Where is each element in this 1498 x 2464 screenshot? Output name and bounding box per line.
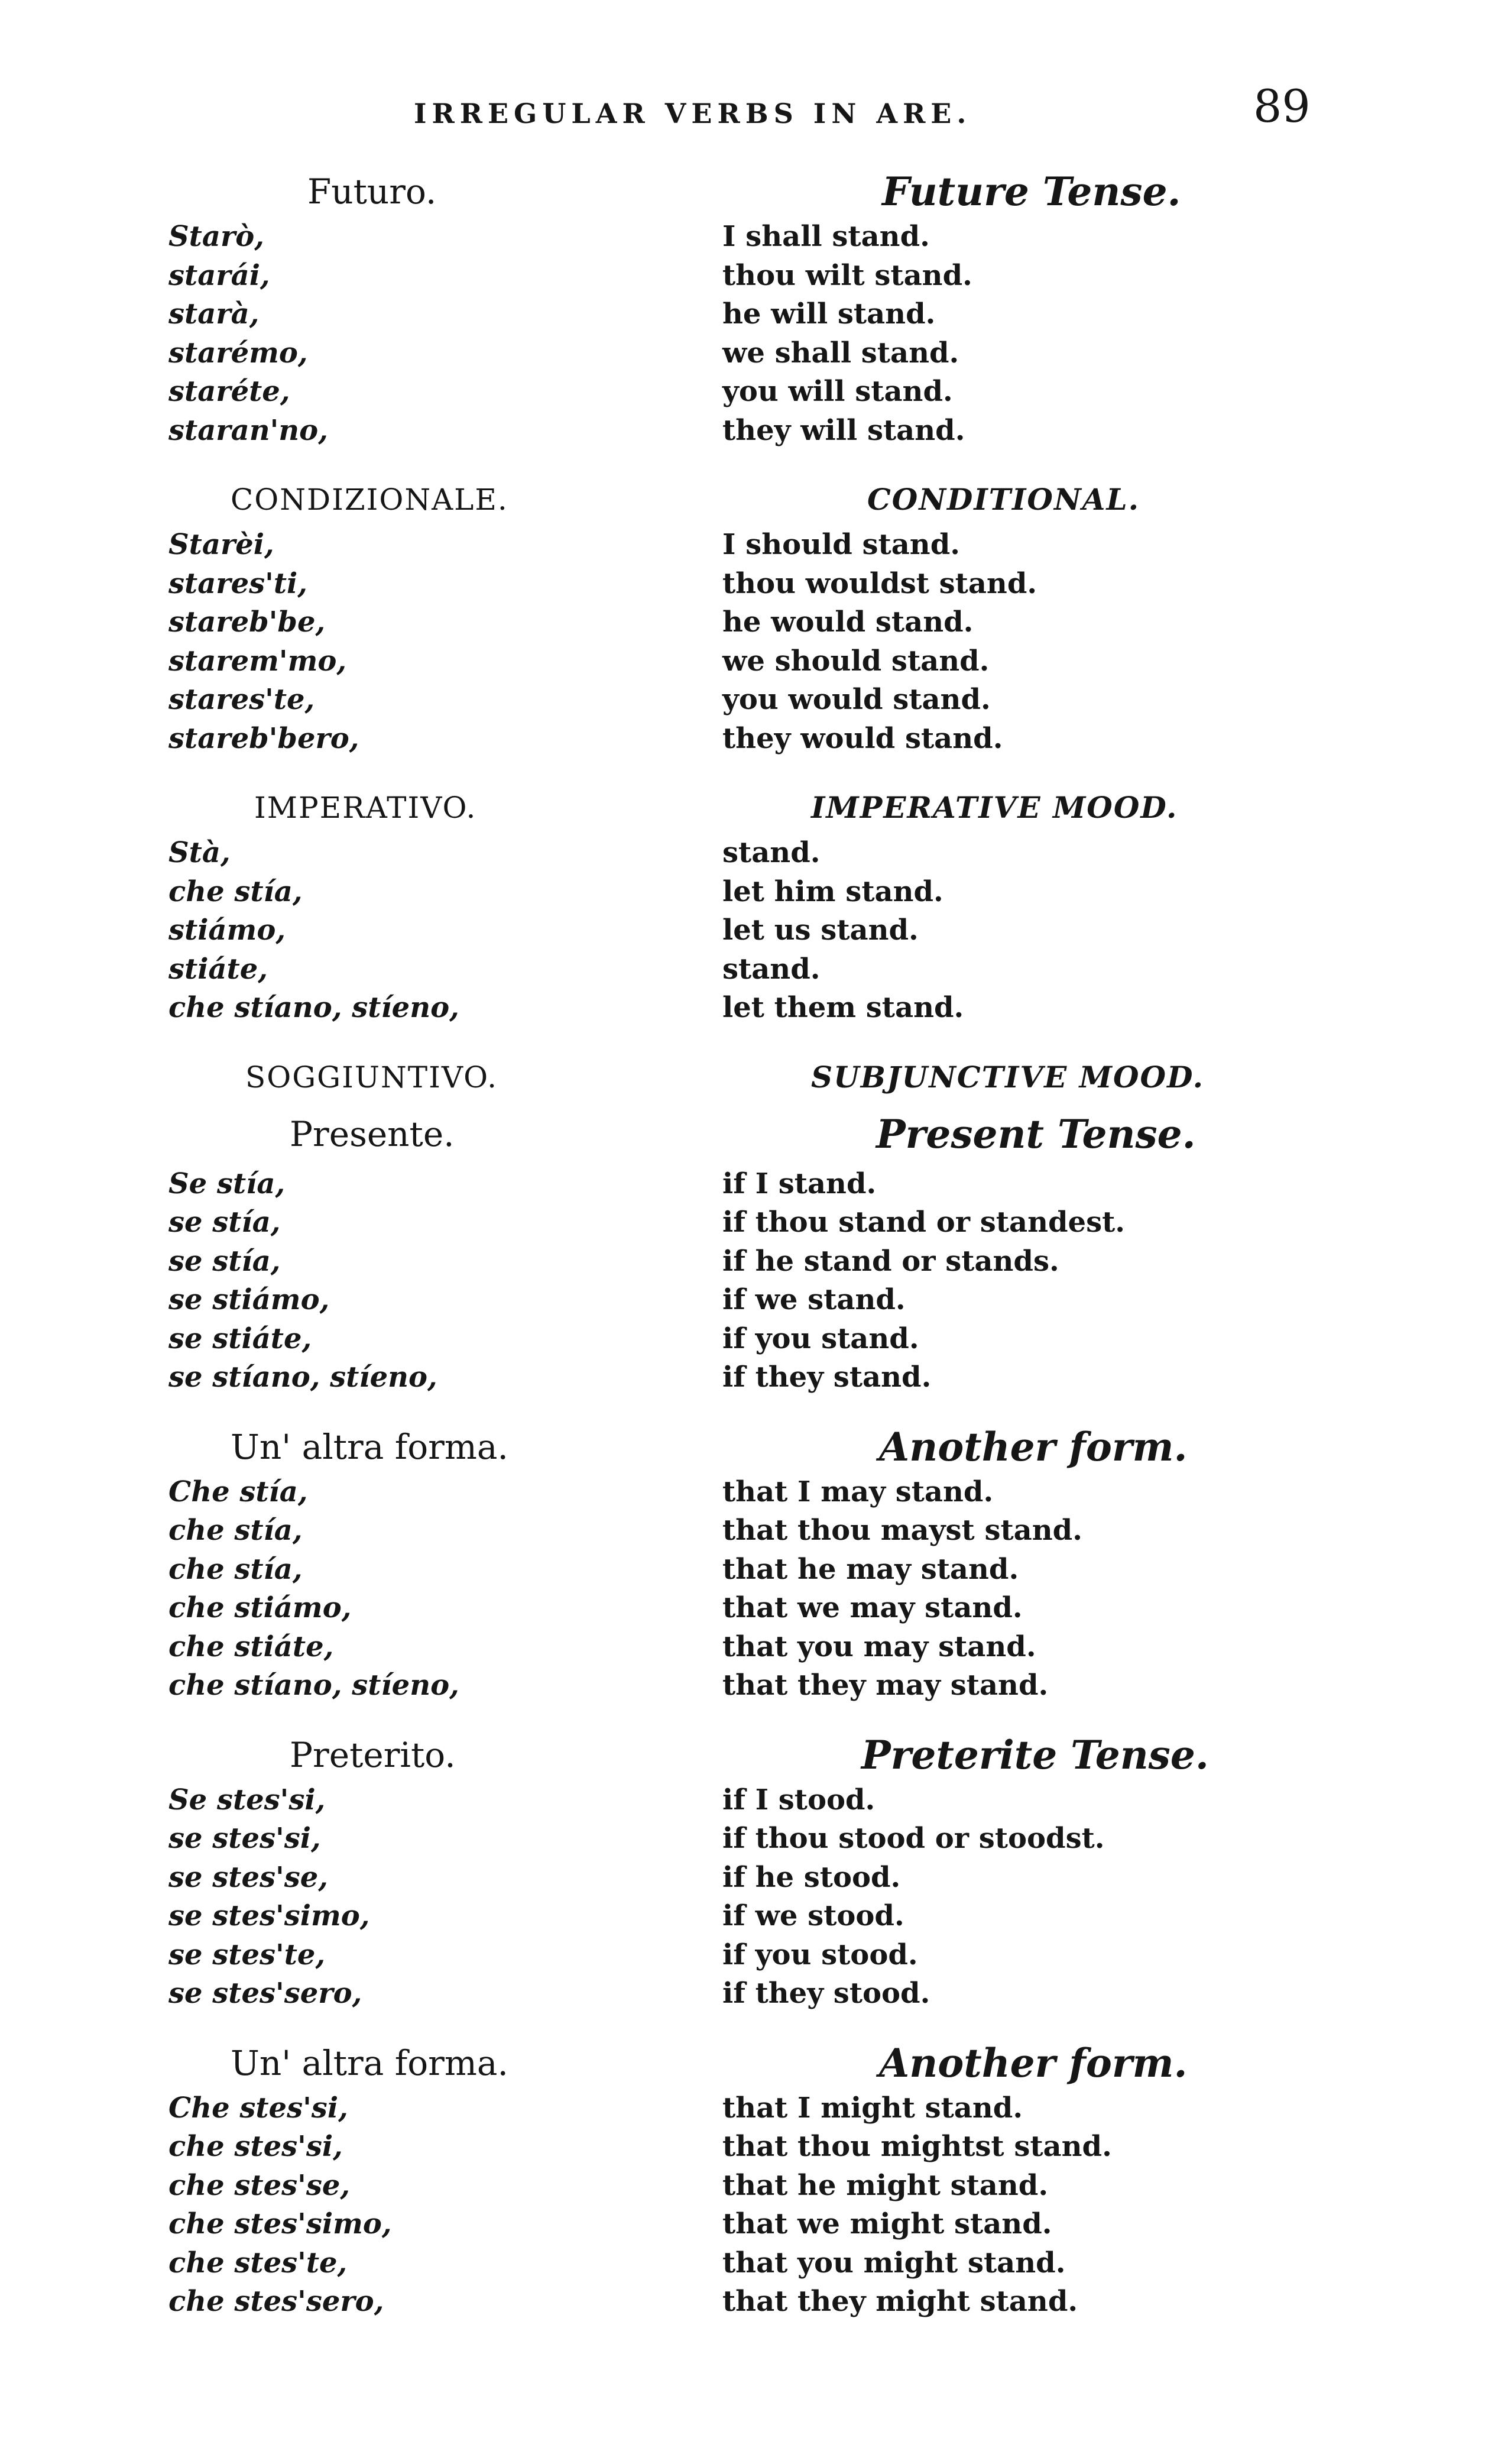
verb-line: staréte, <box>168 375 290 408</box>
verb-line: Se stía, <box>168 1167 286 1200</box>
section-preterito <box>168 1729 677 2013</box>
section-heading: CONDITIONAL. <box>867 482 1140 517</box>
translation-line: we shall stand. <box>722 336 959 370</box>
translation-line: thou wouldst stand. <box>722 566 1037 600</box>
page-header <box>0 80 1498 145</box>
verb-line: Starò, <box>168 220 264 253</box>
section-another-form-2 <box>722 2037 1325 2321</box>
translation-line: if we stand. <box>722 1283 906 1316</box>
section-heading: Futuro. <box>307 171 437 212</box>
translation-line: you would stand. <box>722 683 991 716</box>
section-imperativo <box>168 782 677 1028</box>
verb-line: che stía, <box>168 1514 303 1547</box>
verb-line: che stes'se, <box>168 2168 351 2202</box>
translation-line: they will stand. <box>722 413 965 447</box>
verb-line: se stes'se, <box>168 1860 328 1894</box>
verb-line: starem'mo, <box>168 644 347 678</box>
section-preterite-tense <box>722 1729 1325 2013</box>
translation-line: let them stand. <box>722 991 964 1024</box>
translation-line: stand. <box>722 836 821 869</box>
section-subheading: Present Tense. <box>876 1110 1196 1157</box>
verb-line: che stía, <box>168 875 303 908</box>
translation-line: that they might stand. <box>722 2285 1078 2318</box>
translation-line: if they stand. <box>722 1361 932 1394</box>
verb-line: se stiámo, <box>168 1283 330 1316</box>
translation-line: if you stand. <box>722 1322 919 1355</box>
translation-line: that you might stand. <box>722 2246 1066 2280</box>
section-heading: Preterito. <box>290 1734 456 1775</box>
translation-line: that thou mayst stand. <box>722 1514 1082 1547</box>
italian-column <box>168 166 677 2321</box>
verb-line: Se stes'si, <box>168 1783 326 1817</box>
translation-line: that he may stand. <box>722 1552 1019 1586</box>
section-another-form-1 <box>722 1421 1325 1705</box>
section-conditional <box>722 474 1325 758</box>
verb-line: stares'te, <box>168 683 315 716</box>
section-heading: IMPERATIVO. <box>254 791 477 825</box>
english-column <box>722 166 1325 2321</box>
verb-line: che stes'simo, <box>168 2207 392 2240</box>
verb-line: Stà, <box>168 836 231 869</box>
section-heading: Future Tense. <box>882 169 1181 215</box>
translation-line: if you stood. <box>722 1938 918 1971</box>
section-heading: Un' altra forma. <box>231 1426 508 1467</box>
translation-line: I should stand. <box>722 528 960 561</box>
verb-line: Che stes'si, <box>168 2091 348 2125</box>
verb-line: che stíano, stíeno, <box>168 991 459 1024</box>
translation-line: we should stand. <box>722 644 990 678</box>
translation-line: they would stand. <box>722 721 1003 755</box>
section-subjunctive-mood <box>722 1051 1325 1397</box>
translation-line: that thou mightst stand. <box>722 2130 1112 2163</box>
translation-line: thou wilt stand. <box>722 258 972 292</box>
translation-line: I shall stand. <box>722 220 930 253</box>
verb-line: starà, <box>168 297 260 331</box>
translation-line: stand. <box>722 952 821 986</box>
verb-line: starái, <box>168 258 270 292</box>
section-condizionale <box>168 474 677 758</box>
section-heading: Another form. <box>879 2039 1188 2086</box>
translation-line: if we stood. <box>722 1899 904 1932</box>
verb-line: se stes'si, <box>168 1822 321 1855</box>
verb-line: se stes'simo, <box>168 1899 370 1932</box>
verb-line: Starèi, <box>168 528 274 561</box>
verb-line: se stes'te, <box>168 1938 326 1971</box>
verb-line: se stiáte, <box>168 1322 312 1355</box>
translation-line: let him stand. <box>722 875 943 908</box>
verb-line: se stía, <box>168 1244 281 1278</box>
translation-line: if they stood. <box>722 1977 930 2010</box>
verb-line: che stíano, stíeno, <box>168 1669 459 1702</box>
translation-line: let us stand. <box>722 914 919 947</box>
section-heading: Preterite Tense. <box>861 1731 1209 1778</box>
translation-line: if he stood. <box>722 1860 901 1894</box>
translation-line: if I stood. <box>722 1783 876 1817</box>
verb-line: stiáte, <box>168 952 268 986</box>
verb-line: se stes'sero, <box>168 1977 362 2010</box>
verb-line: che stiáte, <box>168 1630 334 1663</box>
translation-line: that I may stand. <box>722 1475 994 1508</box>
section-heading: SUBJUNCTIVE MOOD. <box>811 1059 1205 1095</box>
verb-line: se stíano, stíeno, <box>168 1361 437 1394</box>
section-altra-forma-2 <box>168 2037 677 2321</box>
section-heading: Un' altra forma. <box>231 2042 508 2083</box>
translation-line: that he might stand. <box>722 2168 1049 2202</box>
section-heading: IMPERATIVE MOOD. <box>811 790 1178 825</box>
verb-line: stiámo, <box>168 914 286 947</box>
section-future-tense <box>722 166 1325 450</box>
verb-line: stareb'be, <box>168 606 326 639</box>
page-number: 89 <box>1253 80 1311 132</box>
verb-line: che stía, <box>168 1552 303 1586</box>
translation-line: if thou stand or standest. <box>722 1206 1125 1239</box>
translation-line: you will stand. <box>722 375 953 408</box>
verb-line: stareb'bero, <box>168 721 359 755</box>
running-title: IRREGULAR VERBS IN ARE. <box>414 98 972 129</box>
translation-line: that they may stand. <box>722 1669 1049 1702</box>
translation-line: he will stand. <box>722 297 936 331</box>
verb-line: starémo, <box>168 336 308 370</box>
section-subheading: Presente. <box>290 1113 455 1154</box>
verb-line: Che stía, <box>168 1475 308 1508</box>
section-soggiuntivo <box>168 1051 677 1397</box>
verb-line: staran'no, <box>168 413 328 447</box>
verb-line: che stes'sero, <box>168 2285 384 2318</box>
section-futuro <box>168 166 677 450</box>
translation-line: that I might stand. <box>722 2091 1023 2125</box>
translation-line: if I stand. <box>722 1167 877 1200</box>
translation-line: that you may stand. <box>722 1630 1036 1663</box>
verb-line: che stiámo, <box>168 1591 352 1624</box>
translation-line: he would stand. <box>722 606 974 639</box>
section-heading: Another form. <box>879 1423 1188 1470</box>
section-altra-forma-1 <box>168 1421 677 1705</box>
verb-line: che stes'te, <box>168 2246 348 2280</box>
translation-line: if he stand or stands. <box>722 1244 1059 1278</box>
verb-line: stares'ti, <box>168 566 307 600</box>
section-heading: CONDIZIONALE. <box>231 483 508 517</box>
translation-line: that we may stand. <box>722 1591 1023 1624</box>
verb-line: che stes'si, <box>168 2130 343 2163</box>
verb-line: se stía, <box>168 1206 281 1239</box>
section-heading: SOGGIUNTIVO. <box>245 1060 498 1095</box>
section-imperative-mood <box>722 782 1325 1028</box>
translation-line: that we might stand. <box>722 2207 1052 2240</box>
translation-line: if thou stood or stoodst. <box>722 1822 1105 1855</box>
